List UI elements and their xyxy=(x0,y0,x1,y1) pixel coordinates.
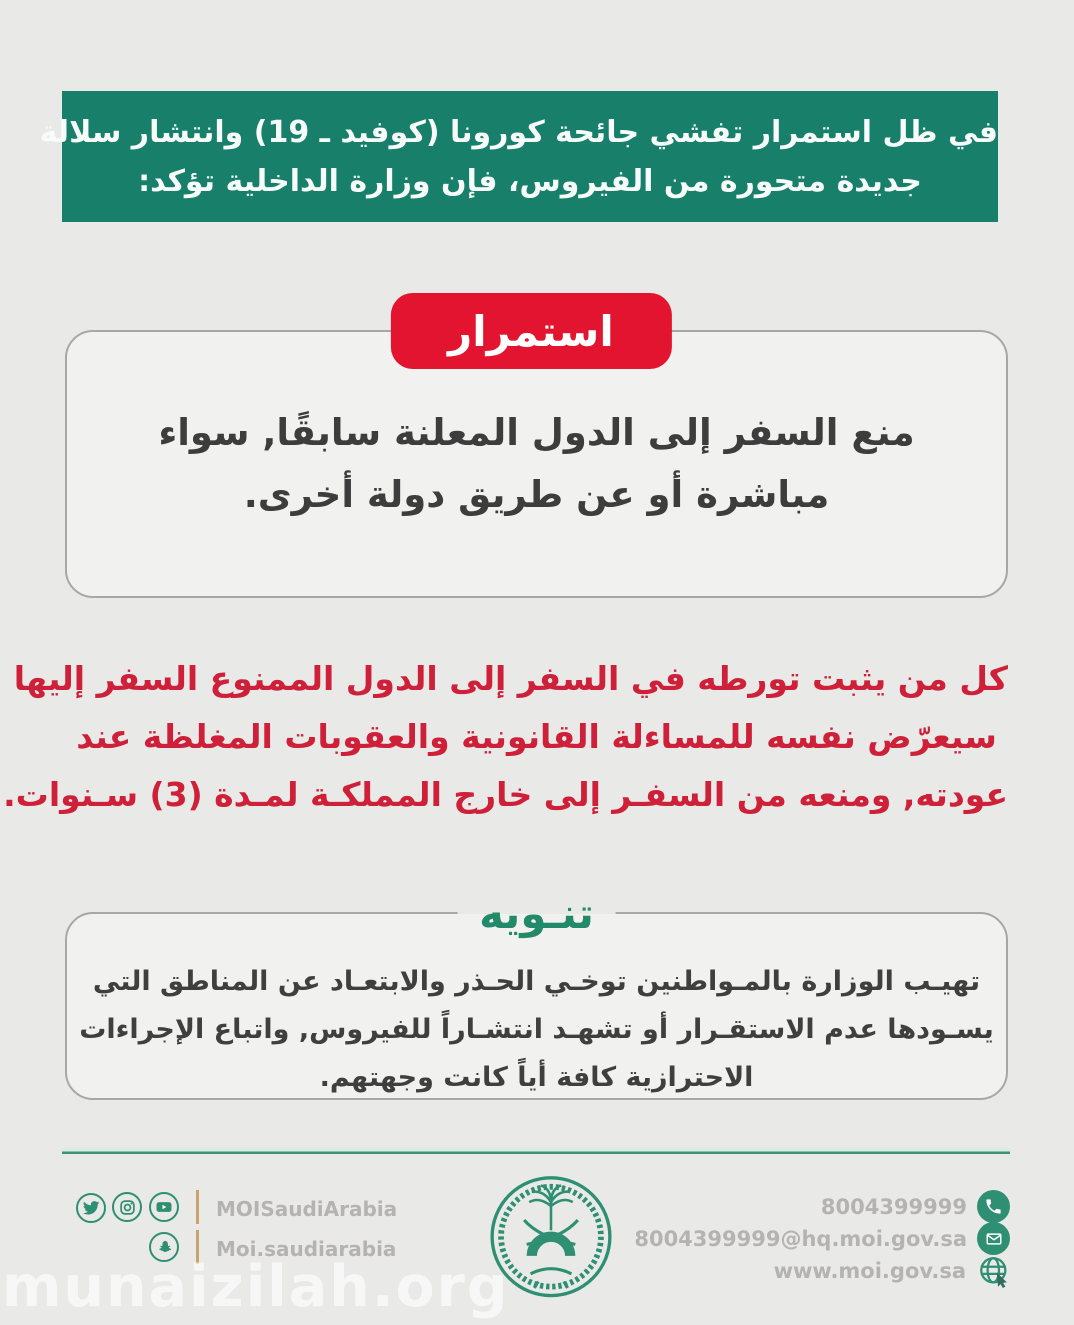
social-handle-row1: MOISaudiArabia xyxy=(216,1197,398,1221)
youtube-icon xyxy=(149,1192,179,1222)
notice-body-line1: تهيـب الوزارة بالمـواطنين توخـي الحـذر والابتعـاد عن المناطق التي xyxy=(92,966,981,997)
intro-banner xyxy=(39,91,998,222)
email-row xyxy=(634,1222,1010,1255)
social-handle-row2: Moi.saudiarabia xyxy=(216,1237,397,1261)
notice-body-line2: يسـودها عدم الاستقـرار أو تشهـد انتشـاراً للفيروس, واتباع الإجراءات xyxy=(79,1014,994,1045)
globe-icon xyxy=(976,1253,1012,1289)
continuation-body-line2: مباشرة أو عن طريق دولة أخرى. xyxy=(243,473,830,516)
phone-number: 8004399999 xyxy=(820,1194,967,1219)
watermark: munaizilah.org xyxy=(2,1254,510,1320)
instagram-icon xyxy=(112,1192,142,1222)
phone-row xyxy=(821,1190,1010,1223)
website-url: www.moi.gov.sa xyxy=(773,1259,966,1283)
notice-card xyxy=(65,889,1008,1100)
mail-icon xyxy=(977,1222,1010,1255)
continuation-badge: استمرار xyxy=(390,293,671,369)
penalty-warning-line3: عودته, ومنعه من السفـر إلى خارج المملكـة لمـدة (3) سـنوات. xyxy=(3,775,1008,814)
continuation-card xyxy=(65,306,1008,598)
notice-body xyxy=(67,958,1006,1102)
penalty-warning-line2: سيعرّض نفسه للمساءلة القانونية والعقوبات المغلظة عند xyxy=(76,717,997,756)
notice-body-line3: الاحترازية كافة أياً كانت وجهتهم. xyxy=(319,1062,754,1093)
penalty-warning xyxy=(3,650,1008,824)
social-divider-1 xyxy=(196,1190,199,1224)
notice-title: تنـويه xyxy=(457,886,616,942)
website-row xyxy=(774,1253,1012,1289)
intro-banner-line1: في ظل استمرار تفشي جائحة كورونا (كوفيد ـ 19) وانتشار سلالة xyxy=(39,114,998,150)
phone-icon xyxy=(977,1190,1010,1223)
continuation-body xyxy=(67,402,1006,526)
continuation-body-line1: منع السفر إلى الدول المعلنة سابقًا, سواء xyxy=(158,411,915,454)
penalty-warning-line1: كل من يثبت تورطه في السفر إلى الدول الممنوع السفر إليها xyxy=(13,659,1008,698)
footer-divider xyxy=(62,1148,1010,1154)
intro-banner-line2: جديدة متحورة من الفيروس، فإن وزارة الداخلية تؤكد: xyxy=(138,163,922,199)
email-address: 8004399999@hq.moi.gov.sa xyxy=(634,1226,967,1251)
twitter-icon xyxy=(76,1193,106,1223)
